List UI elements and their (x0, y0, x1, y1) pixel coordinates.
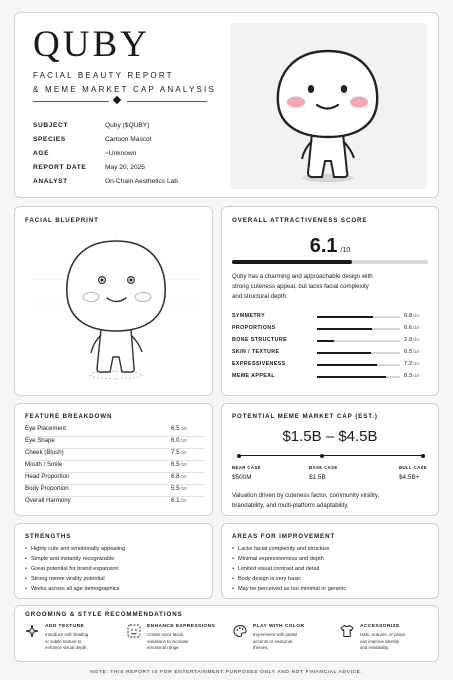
feature-value-wrap (171, 485, 187, 492)
score-value: 6.1 (309, 235, 338, 257)
info-row-analyst (33, 178, 233, 190)
info-value: On-Chain Aesthetics Lab (105, 178, 178, 185)
metric-value: 7.2 (404, 360, 413, 367)
feature-unit: /10 (180, 462, 187, 467)
areas-for-improvement-card (221, 523, 439, 599)
metric-unit: /10 (413, 312, 419, 318)
feature-value: 6.1 (171, 497, 180, 504)
feature-value: 6.8 (171, 473, 180, 480)
feature-unit: /10 (180, 426, 187, 431)
strength-item: • Simple and instantly recognizable (25, 556, 215, 562)
metric-track (317, 352, 400, 354)
base-case-value: $1.5B (309, 474, 326, 481)
improvement-item: • Minimal expressiveness and depth (232, 556, 422, 562)
metric-value: 6.5 (404, 348, 413, 355)
feature-unit: /10 (180, 486, 187, 491)
feature-value-wrap (171, 425, 187, 432)
feature-value-wrap (171, 497, 187, 504)
metric-expressiveness (232, 361, 432, 370)
feature-name: Cheek (Blush) (25, 449, 64, 456)
bear-case-value: $500M (232, 474, 252, 481)
feature-value: 7.5 (171, 449, 180, 456)
mascot-illustration (230, 23, 427, 189)
metric-meme-appeal (232, 373, 432, 382)
divider-right (127, 101, 207, 102)
metric-name: BONE STRUCTURE (232, 337, 288, 343)
feature-row (25, 497, 205, 509)
feature-name: Head Proportion (25, 473, 70, 480)
feature-value: 5.5 (171, 485, 180, 492)
metric-unit: /10 (413, 336, 419, 342)
info-key: ANALYST (33, 178, 68, 185)
features-title: FEATURE BREAKDOWN (25, 413, 113, 420)
strengths-title: STRENGTHS (25, 533, 72, 540)
recommendation-title: ACCESSORIZE (360, 624, 400, 629)
feature-unit: /10 (180, 474, 187, 479)
recommendation-accessorize (340, 623, 436, 659)
bull-case-value: $4.5B+ (399, 474, 420, 481)
market-description-line: brandability, and multi-platform adaptability. (232, 502, 349, 509)
sparkle-icon (25, 624, 39, 638)
metric-fill (317, 376, 386, 378)
feature-row (25, 473, 205, 485)
grooming-recommendations-card (14, 605, 439, 662)
recommendation-desc (45, 632, 123, 652)
recommendation-title: ADD TEXTURE (45, 624, 85, 629)
feature-row (25, 485, 205, 497)
metric-fill (317, 340, 334, 342)
improvement-item: • Limited visual contrast and detail (232, 566, 422, 572)
areas-title: AREAS FOR IMPROVEMENT (232, 533, 336, 540)
bull-case-marker (421, 454, 425, 458)
strength-item: • Strong meme virality potential (25, 576, 215, 582)
desc-line: Experiment with pastel (253, 632, 298, 637)
feature-row (25, 461, 205, 473)
score-value-wrap (222, 235, 438, 258)
metric-track (317, 376, 400, 378)
info-value: ~Unknown (105, 150, 137, 157)
metric-track (317, 328, 400, 330)
info-value: May 20, 2025 (105, 164, 145, 171)
feature-value-wrap (171, 461, 187, 468)
market-title: POTENTIAL MEME MARKET CAP (EST.) (232, 413, 378, 420)
score-description-line: and structural depth. (232, 293, 288, 300)
metric-value-wrap (404, 361, 419, 367)
metric-track (317, 340, 400, 342)
metric-skin-texture (232, 349, 432, 358)
metric-fill (317, 352, 371, 354)
disclaimer-note: NOTE: THIS REPORT IS FOR ENTERTAINMENT PURPOSES ONLY AND NOT FINANCIAL ADVICE. (90, 670, 363, 675)
market-range: $1.5B – $4.5B (282, 428, 378, 445)
report-subtitle-line1: FACIAL BEAUTY REPORT (33, 71, 174, 80)
report-subtitle-line2: & MEME MARKET CAP ANALYSIS (33, 85, 217, 94)
feature-value: 6.0 (171, 437, 180, 444)
desc-line: Introduce soft shading (45, 632, 89, 637)
metric-unit: /10 (413, 348, 419, 354)
base-case-label: BASE CASE (309, 465, 338, 470)
blueprint-diagram (15, 217, 214, 397)
bull-case-label: BULL CASE (399, 465, 428, 470)
feature-name: Eye Placement (25, 425, 66, 432)
strength-item: • Highly cute and emotionally appealing (25, 546, 215, 552)
palette-icon (233, 624, 247, 638)
diamond-icon (113, 96, 121, 104)
desc-line: Hats, scarves, or props (360, 632, 406, 637)
feature-value-wrap (171, 437, 187, 444)
desc-line: emotional range. (147, 645, 180, 651)
metric-fill (317, 364, 377, 366)
improvement-item: • Body design is very basic (232, 576, 422, 582)
strength-item: • Great potential for brand expansion (25, 566, 215, 572)
score-description-line: strong cuteness appeal, but lacks facial complexity (232, 283, 369, 290)
bear-case-marker (237, 454, 241, 458)
metric-value-wrap (404, 313, 419, 319)
feature-value: 6.5 (171, 425, 180, 432)
info-key: REPORT DATE (33, 164, 87, 171)
score-out-of: /10 (340, 247, 351, 254)
feature-unit: /10 (180, 498, 187, 503)
recommendation-desc (360, 632, 438, 652)
metric-value: 6.6 (404, 324, 413, 331)
attractiveness-score-card (221, 206, 439, 396)
metric-symmetry (232, 313, 432, 322)
recommendation-title: ENHANCE EXPRESSIONS (147, 624, 216, 629)
feature-row (25, 437, 205, 449)
desc-line: Create more facial (147, 632, 183, 637)
metric-value-wrap (404, 373, 419, 379)
score-title: OVERALL ATTRACTIVENESS SCORE (232, 217, 368, 224)
feature-value: 6.5 (171, 461, 180, 468)
report-header-card (14, 12, 439, 198)
feature-breakdown-card (14, 403, 213, 516)
improvement-item: • Lacks facial complexity and structure (232, 546, 422, 552)
feature-value-wrap (171, 473, 187, 480)
metric-unit: /10 (413, 372, 419, 378)
feature-name: Mouth / Smile (25, 461, 63, 468)
metric-name: PROPORTIONS (232, 325, 276, 331)
metric-value: 2.0 (404, 336, 413, 343)
metric-fill (317, 316, 373, 318)
feature-row (25, 425, 205, 437)
feature-value-wrap (171, 449, 187, 456)
blueprint-title: FACIAL BLUEPRINT (25, 217, 99, 224)
metric-fill (317, 328, 372, 330)
feature-unit: /10 (180, 438, 187, 443)
mascot-portrait (230, 23, 427, 189)
metric-unit: /10 (413, 324, 419, 330)
improvement-item: • May be perceived as too minimal or generic (232, 586, 422, 592)
grooming-title: GROOMING & STYLE RECOMMENDATIONS (25, 611, 183, 618)
info-key: SUBJECT (33, 122, 68, 129)
desc-line: and relatability. (360, 645, 390, 651)
recommendation-desc (253, 632, 331, 652)
info-row-age (33, 150, 233, 162)
recommendation-enhance-expressions (127, 623, 227, 659)
desc-line: accents or seasonal (253, 638, 293, 644)
score-description-line: Quby has a charming and approachable design with (232, 273, 373, 280)
shirt-icon (340, 624, 354, 638)
feature-row (25, 449, 205, 461)
desc-line: enhance visual depth. (45, 645, 88, 651)
metric-bone-structure (232, 337, 432, 346)
feature-name: Overall Harmony (25, 497, 71, 504)
metric-value: 6.8 (404, 312, 413, 319)
info-value: Cartoon Mascot (105, 136, 152, 143)
recommendation-play-with-color (233, 623, 333, 659)
recommendation-desc (147, 632, 225, 652)
recommendation-title: PLAY WITH COLOR (253, 624, 305, 629)
desc-line: variations to increase (147, 638, 189, 644)
info-key: SPECIES (33, 136, 66, 143)
metric-track (317, 364, 400, 366)
info-row-report-date (33, 164, 233, 176)
metric-value-wrap (404, 325, 419, 331)
score-progress-bar (232, 260, 428, 264)
metric-name: MEME APPEAL (232, 373, 276, 379)
facial-blueprint-card (14, 206, 213, 396)
brand-title: QUBY (33, 24, 150, 65)
metric-name: SKIN / TEXTURE (232, 349, 280, 355)
desc-line: themes. (253, 645, 269, 651)
score-progress-fill (232, 260, 352, 264)
metric-track (317, 316, 400, 318)
recommendation-add-texture (25, 623, 125, 659)
feature-name: Body Proportion (25, 485, 69, 492)
divider-left (33, 101, 109, 102)
desc-line: or subtle texture to (45, 638, 82, 644)
bear-case-label: BEAR CASE (232, 465, 261, 470)
feature-unit: /10 (180, 450, 187, 455)
feature-name: Eye Shape (25, 437, 55, 444)
info-value: Quby ($QUBY) (105, 122, 150, 129)
metric-value-wrap (404, 349, 419, 355)
info-key: AGE (33, 150, 50, 157)
market-description-line: Valuation driven by cuteness factor, community virality, (232, 492, 380, 499)
metric-value: 8.3 (404, 372, 413, 379)
metric-name: SYMMETRY (232, 313, 266, 319)
metric-proportions (232, 325, 432, 334)
market-scale-line (238, 455, 424, 456)
metric-unit: /10 (413, 360, 419, 366)
strengths-card (14, 523, 213, 599)
info-row-subject (33, 122, 233, 134)
face-icon (127, 624, 141, 638)
market-cap-card (221, 403, 439, 516)
info-row-species (33, 136, 233, 148)
desc-line: can improve identity (360, 638, 400, 644)
base-case-marker (320, 454, 324, 458)
metric-value-wrap (404, 337, 419, 343)
strength-item: • Works across all age demographics (25, 586, 215, 592)
metric-name: EXPRESSIVENESS (232, 361, 286, 367)
